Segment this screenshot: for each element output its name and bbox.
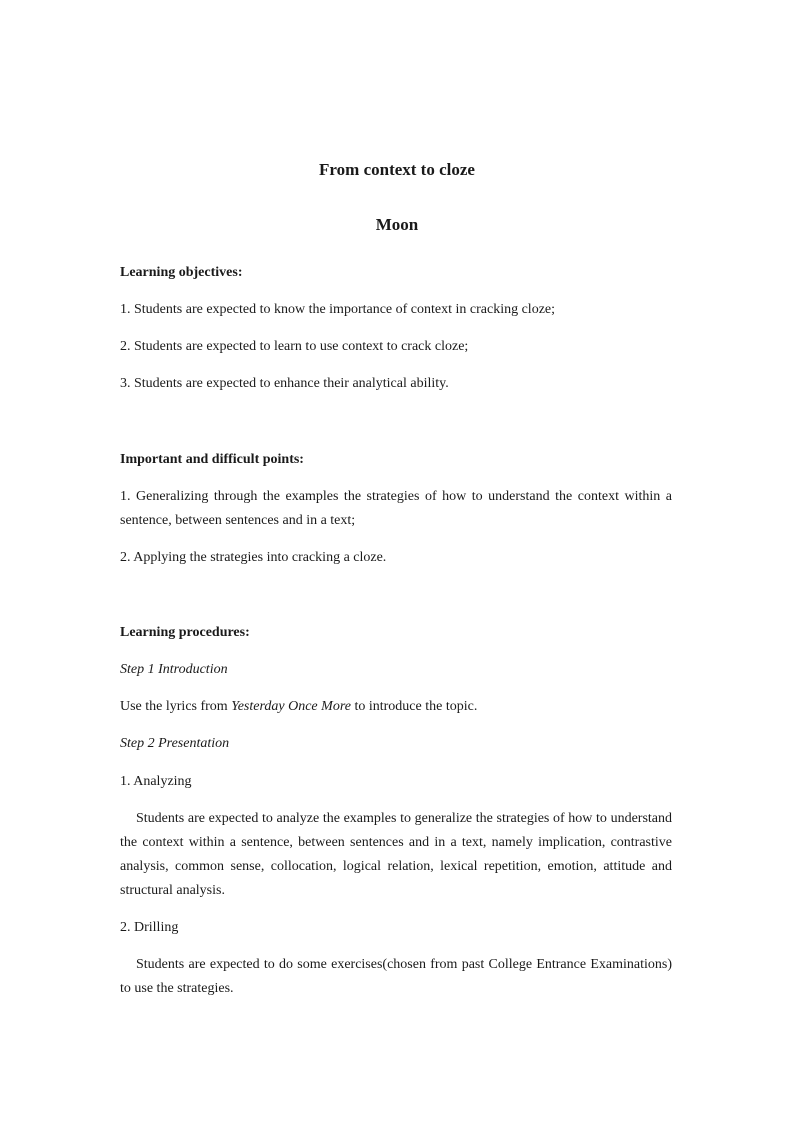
objective-item: 2. Students are expected to learn to use context to crack cloze; [120,339,469,354]
points-heading: Important and difficult points: [120,452,304,467]
document-title: From context to cloze [319,160,475,179]
procedures-heading: Learning procedures: [120,625,250,640]
drilling-paragraph: Students are expected to do some exercises(chosen from past College Entrance Examinations) to use the strategies. [120,957,672,996]
step2-title: Step 2 Presentation [120,736,230,751]
objective-item: 1. Students are expected to know the importance of context in cracking cloze; [120,302,556,317]
step1-text-before: Use the lyrics from [120,699,232,714]
step1-title: Step 1 Introduction [120,662,228,677]
point-item: 2. Applying the strategies into cracking a cloze. [120,550,387,565]
song-title: Yesterday Once More [231,699,351,714]
document-author: Moon [375,215,419,234]
step1-text-after: to introduce the topic. [350,699,478,714]
step1-text [120,695,672,719]
objectives-heading: Learning objectives: [120,265,243,280]
drilling-title: 2. Drilling [120,920,179,935]
analyzing-title: 1. Analyzing [120,774,192,789]
point-item: 1. Generalizing through the examples the strategies of how to understand the context within a sentence, between sentences and in a text; [120,489,672,528]
analyzing-paragraph: Students are expected to analyze the examples to generalize the strategies of how to understand the context within a sentence, between sentences and in a text, namely implication, contrastive analysis, common sense, collocation, logical relation, lexical repetition, emotion, attitude and structural analysis. [120,811,672,898]
objective-item: 3. Students are expected to enhance their analytical ability. [120,376,449,391]
